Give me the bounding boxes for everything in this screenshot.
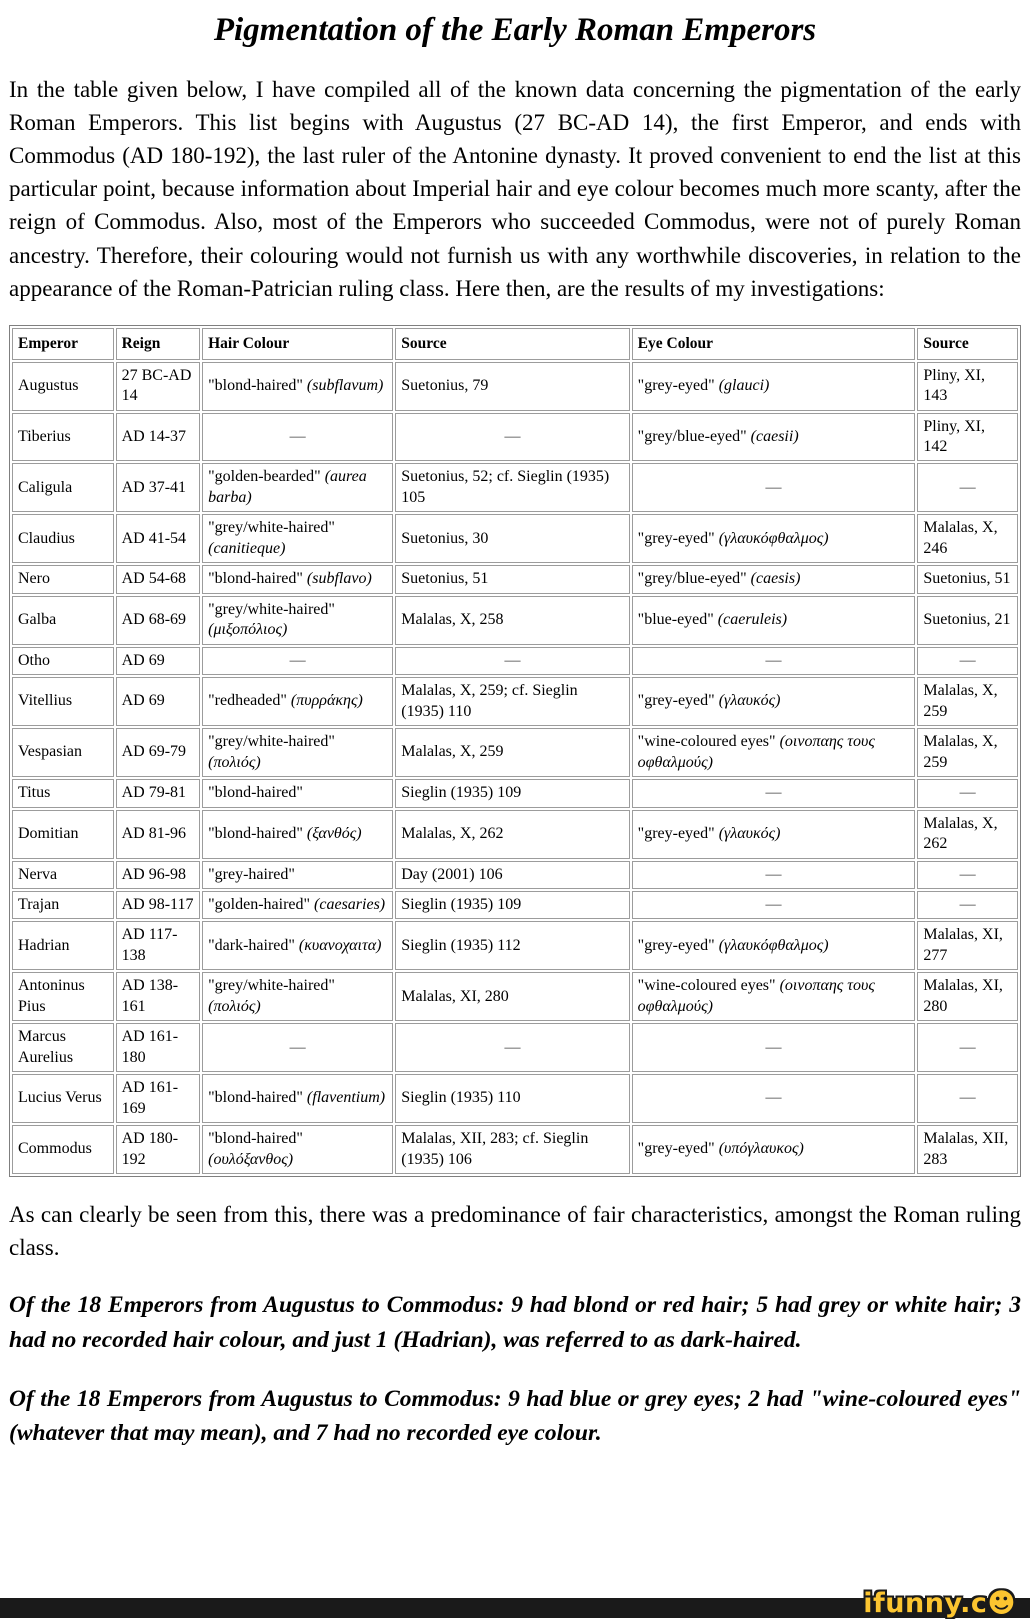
hair-colour-cell-term: (πολιός) bbox=[208, 753, 261, 771]
table-row bbox=[12, 1074, 1018, 1123]
hair-colour-cell bbox=[202, 362, 393, 411]
table-row bbox=[12, 413, 1018, 462]
hair-source-cell: Sieglin (1935) 109 bbox=[395, 779, 629, 807]
hair-source-cell: — bbox=[395, 413, 629, 462]
hair-colour-cell-term: (πολιός) bbox=[208, 997, 261, 1015]
hair-colour-cell bbox=[202, 728, 393, 777]
hair-colour-cell-term: (μιξοπόλιος) bbox=[208, 621, 288, 639]
table-row bbox=[12, 921, 1018, 970]
hair-source-cell: — bbox=[395, 647, 629, 675]
eye-source-cell: Malalas, XI, 277 bbox=[917, 921, 1018, 970]
eye-source-cell: Malalas, X, 259 bbox=[917, 677, 1018, 726]
hair-colour-cell bbox=[202, 1074, 393, 1123]
table-row bbox=[12, 677, 1018, 726]
eye-colour-cell: — bbox=[632, 1074, 916, 1123]
eye-colour-cell bbox=[632, 972, 916, 1021]
eye-source-cell: — bbox=[917, 1023, 1018, 1072]
eye-colour-cell-term: (οινοπαης τους οφθαλμούς) bbox=[637, 977, 875, 1015]
eye-colour-cell-label: "wine-coloured eyes" bbox=[637, 733, 776, 751]
reign-cell: AD 69 bbox=[116, 647, 201, 675]
eye-colour-cell-label: "grey-eyed" bbox=[637, 692, 715, 710]
emperor-cell: Trajan bbox=[12, 891, 114, 919]
reign-cell: AD 81-96 bbox=[116, 810, 201, 859]
eye-colour-cell-term: (γλαυκόφθαλμος) bbox=[718, 936, 829, 954]
eye-source-cell: Malalas, XI, 280 bbox=[917, 972, 1018, 1021]
eye-source-cell: Malalas, X, 259 bbox=[917, 728, 1018, 777]
table-row bbox=[12, 647, 1018, 675]
eye-colour-cell: — bbox=[632, 463, 916, 512]
table-row bbox=[12, 463, 1018, 512]
table-row bbox=[12, 861, 1018, 889]
eye-colour-cell-term: (οινοπαης τους οφθαλμούς) bbox=[637, 733, 875, 771]
hair-source-cell: Malalas, XI, 280 bbox=[395, 972, 629, 1021]
eye-colour-cell-label: "wine-coloured eyes" bbox=[637, 977, 776, 995]
intro-paragraph: In the table given below, I have compiled all of the known data concerning the pigmentation of the early Roman Emperors. This list begins with Augustus (27 BC-AD 14), the first Emperor, and ends with Commodus (AD 180-192), the last ruler of the Antonine dynasty. It proved convenient to end the list at this particular point, because information about Imperial hair and eye colour becomes much more scanty, after the reign of Commodus. Also, most of the Emperors who succeeded Commodus, were not of purely Roman ancestry. Therefore, their colouring would not furnish us with any worthwhile discoveries, in relation to the appearance of the Roman-Patrician ruling class. Here then, are the results of my investigations: bbox=[9, 77, 1021, 301]
smiley-icon: ☻ bbox=[987, 1588, 1016, 1619]
eye-colour-cell-label: "blue-eyed" bbox=[637, 611, 714, 629]
eye-colour-cell-term: (υπόγλαυκος) bbox=[718, 1140, 804, 1158]
table-row bbox=[12, 362, 1018, 411]
eye-colour-cell: — bbox=[632, 891, 916, 919]
emperor-table-body bbox=[12, 362, 1018, 1175]
eye-colour-cell-term: (γλαυκόφθαλμος) bbox=[718, 529, 829, 547]
reign-cell: AD 69-79 bbox=[116, 728, 201, 777]
column-header-eye-colour: Eye Colour bbox=[632, 328, 916, 360]
hair-colour-cell bbox=[202, 677, 393, 726]
hair-colour-cell-label: "grey-haired" bbox=[208, 865, 295, 883]
column-header-reign: Reign bbox=[116, 328, 201, 360]
emperor-cell: Galba bbox=[12, 596, 114, 645]
hair-source-cell: Day (2001) 106 bbox=[395, 861, 629, 889]
eye-colour-cell-term: (glauci) bbox=[718, 376, 770, 394]
eye-source-cell: Pliny, XI, 142 bbox=[917, 413, 1018, 462]
reign-cell: AD 37-41 bbox=[116, 463, 201, 512]
hair-colour-cell-term: (πυρράκης) bbox=[290, 692, 363, 710]
eye-colour-cell bbox=[632, 728, 916, 777]
emperor-cell: Augustus bbox=[12, 362, 114, 411]
hair-colour-cell-term: (subflavum) bbox=[306, 376, 384, 394]
eye-colour-cell-label: "grey-eyed" bbox=[637, 824, 715, 842]
eye-colour-cell: — bbox=[632, 1023, 916, 1072]
hair-colour-cell-label: "golden-haired" bbox=[208, 895, 311, 913]
reign-cell: AD 79-81 bbox=[116, 779, 201, 807]
eye-colour-cell-term: (caeruleis) bbox=[717, 611, 788, 629]
hair-colour-cell bbox=[202, 972, 393, 1021]
hair-source-cell: Sieglin (1935) 109 bbox=[395, 891, 629, 919]
hair-source-cell: Suetonius, 51 bbox=[395, 565, 629, 593]
hair-source-cell: Malalas, X, 258 bbox=[395, 596, 629, 645]
reign-cell: AD 161-180 bbox=[116, 1023, 201, 1072]
hair-colour-cell-label: "blond-haired" bbox=[208, 376, 303, 394]
eye-summary-paragraph: Of the 18 Emperors from Augustus to Commodus: 9 had blue or grey eyes; 2 had "wine-coloured eyes" (whatever that may mean), and 7 had no recorded eye colour. bbox=[9, 1385, 1021, 1447]
hair-colour-cell: — bbox=[202, 413, 393, 462]
emperor-cell: Tiberius bbox=[12, 413, 114, 462]
reign-cell: AD 161-169 bbox=[116, 1074, 201, 1123]
reign-cell: AD 117-138 bbox=[116, 921, 201, 970]
eye-colour-cell-term: (γλαυκός) bbox=[718, 692, 781, 710]
reign-cell: AD 14-37 bbox=[116, 413, 201, 462]
eye-source-cell: Suetonius, 51 bbox=[917, 565, 1018, 593]
hair-summary-paragraph: Of the 18 Emperors from Augustus to Commodus: 9 had blond or red hair; 5 had grey or white hair; 3 had no recorded hair colour, and just 1 (Hadrian), was referred to as dark-haired. bbox=[9, 1292, 1021, 1353]
hair-source-cell: Malalas, X, 262 bbox=[395, 810, 629, 859]
hair-colour-cell: — bbox=[202, 1023, 393, 1072]
hair-colour-cell-label: "grey/white-haired" bbox=[208, 519, 335, 537]
table-header-row bbox=[12, 328, 1018, 360]
table-row bbox=[12, 891, 1018, 919]
emperor-cell: Caligula bbox=[12, 463, 114, 512]
hair-colour-cell bbox=[202, 891, 393, 919]
column-header-source: Source bbox=[917, 328, 1018, 360]
hair-colour-cell-label: "grey/white-haired" bbox=[208, 977, 335, 995]
eye-colour-cell: — bbox=[632, 647, 916, 675]
eye-colour-cell bbox=[632, 413, 916, 462]
eye-colour-cell bbox=[632, 1125, 916, 1174]
hair-colour-cell-label: "blond-haired" bbox=[208, 1130, 303, 1148]
ifunny-watermark bbox=[863, 1588, 1016, 1619]
emperor-cell: Lucius Verus bbox=[12, 1074, 114, 1123]
emperor-cell: Antoninus Pius bbox=[12, 972, 114, 1021]
table-row bbox=[12, 1125, 1018, 1174]
emperor-cell: Vespasian bbox=[12, 728, 114, 777]
hair-colour-cell-term: (canitieque) bbox=[208, 539, 286, 557]
hair-colour-cell-term: (subflavo) bbox=[306, 570, 372, 588]
hair-source-cell: Suetonius, 52; cf. Sieglin (1935) 105 bbox=[395, 463, 629, 512]
hair-colour-cell bbox=[202, 1125, 393, 1174]
hair-colour-cell bbox=[202, 861, 393, 889]
hair-colour-cell bbox=[202, 463, 393, 512]
eye-colour-cell bbox=[632, 596, 916, 645]
eye-source-cell: Malalas, XII, 283 bbox=[917, 1125, 1018, 1174]
hair-colour-cell-label: "blond-haired" bbox=[208, 784, 303, 802]
table-row bbox=[12, 779, 1018, 807]
eye-colour-cell: — bbox=[632, 779, 916, 807]
hair-colour-cell-term: (ουλόξανθος) bbox=[208, 1150, 294, 1168]
eye-colour-cell bbox=[632, 677, 916, 726]
closing-paragraph: As can clearly be seen from this, there was a predominance of fair characteristics, amongst the Roman ruling class. bbox=[9, 1202, 1021, 1260]
hair-colour-cell-label: "dark-haired" bbox=[208, 936, 295, 954]
hair-source-cell: Malalas, X, 259 bbox=[395, 728, 629, 777]
eye-colour-cell-term: (caesis) bbox=[750, 570, 801, 588]
reign-cell: AD 98-117 bbox=[116, 891, 201, 919]
eye-colour-cell bbox=[632, 565, 916, 593]
table-row bbox=[12, 1023, 1018, 1072]
emperor-cell: Vitellius bbox=[12, 677, 114, 726]
emperor-cell: Titus bbox=[12, 779, 114, 807]
table-row bbox=[12, 728, 1018, 777]
eye-colour-cell-term: (γλαυκός) bbox=[718, 824, 781, 842]
hair-colour-cell-label: "redheaded" bbox=[208, 692, 287, 710]
hair-source-cell: Suetonius, 30 bbox=[395, 514, 629, 563]
emperor-cell: Otho bbox=[12, 647, 114, 675]
hair-colour-cell bbox=[202, 565, 393, 593]
eye-source-cell: — bbox=[917, 647, 1018, 675]
eye-colour-cell-label: "grey/blue-eyed" bbox=[637, 427, 747, 445]
reign-cell: AD 96-98 bbox=[116, 861, 201, 889]
eye-colour-cell-label: "grey-eyed" bbox=[637, 936, 715, 954]
emperor-cell: Nerva bbox=[12, 861, 114, 889]
hair-source-cell: Suetonius, 79 bbox=[395, 362, 629, 411]
reign-cell: AD 138-161 bbox=[116, 972, 201, 1021]
ifunny-watermark-text: ifunny.c bbox=[863, 1588, 988, 1619]
emperor-cell: Nero bbox=[12, 565, 114, 593]
reign-cell: AD 54-68 bbox=[116, 565, 201, 593]
hair-colour-cell-label: "grey/white-haired" bbox=[208, 733, 335, 751]
eye-colour-cell: — bbox=[632, 861, 916, 889]
column-header-hair-colour: Hair Colour bbox=[202, 328, 393, 360]
eye-source-cell: — bbox=[917, 861, 1018, 889]
reign-cell: AD 41-54 bbox=[116, 514, 201, 563]
pigmentation-table bbox=[9, 325, 1021, 1177]
hair-colour-cell-label: "blond-haired" bbox=[208, 824, 303, 842]
eye-colour-cell bbox=[632, 362, 916, 411]
reign-cell: 27 BC-AD 14 bbox=[116, 362, 201, 411]
hair-colour-cell bbox=[202, 596, 393, 645]
hair-colour-cell-term: (κυανοχαιτα) bbox=[298, 936, 382, 954]
hair-colour-cell: — bbox=[202, 647, 393, 675]
eye-colour-cell bbox=[632, 514, 916, 563]
hair-colour-cell-term: (ξανθός) bbox=[306, 824, 362, 842]
table-row bbox=[12, 596, 1018, 645]
hair-colour-cell-label: "blond-haired" bbox=[208, 1089, 303, 1107]
eye-source-cell: Suetonius, 21 bbox=[917, 596, 1018, 645]
eye-colour-cell-label: "grey-eyed" bbox=[637, 529, 715, 547]
table-row bbox=[12, 514, 1018, 563]
eye-colour-cell bbox=[632, 810, 916, 859]
eye-source-cell: Malalas, X, 262 bbox=[917, 810, 1018, 859]
emperor-cell: Marcus Aurelius bbox=[12, 1023, 114, 1072]
hair-colour-cell-term: (aurea barba) bbox=[208, 468, 367, 506]
eye-source-cell: — bbox=[917, 1074, 1018, 1123]
table-row bbox=[12, 565, 1018, 593]
reign-cell: AD 180-192 bbox=[116, 1125, 201, 1174]
eye-colour-cell-label: "grey/blue-eyed" bbox=[637, 570, 747, 588]
emperor-cell: Domitian bbox=[12, 810, 114, 859]
eye-colour-cell-label: "grey-eyed" bbox=[637, 1140, 715, 1158]
eye-source-cell: Malalas, X, 246 bbox=[917, 514, 1018, 563]
eye-colour-cell bbox=[632, 921, 916, 970]
hair-colour-cell bbox=[202, 779, 393, 807]
reign-cell: AD 69 bbox=[116, 677, 201, 726]
hair-colour-cell-label: "grey/white-haired" bbox=[208, 600, 335, 618]
hair-source-cell: Sieglin (1935) 110 bbox=[395, 1074, 629, 1123]
hair-colour-cell-term: (caesaries) bbox=[314, 895, 386, 913]
eye-source-cell: Pliny, XI, 143 bbox=[917, 362, 1018, 411]
hair-colour-cell-label: "blond-haired" bbox=[208, 570, 303, 588]
hair-source-cell: Sieglin (1935) 112 bbox=[395, 921, 629, 970]
hair-colour-cell-label: "golden-bearded" bbox=[208, 468, 321, 486]
emperor-cell: Commodus bbox=[12, 1125, 114, 1174]
reign-cell: AD 68-69 bbox=[116, 596, 201, 645]
page-title: Pigmentation of the Early Roman Emperors bbox=[213, 12, 817, 48]
hair-colour-cell bbox=[202, 921, 393, 970]
eye-source-cell: — bbox=[917, 779, 1018, 807]
eye-colour-cell-label: "grey-eyed" bbox=[637, 376, 715, 394]
eye-source-cell: — bbox=[917, 891, 1018, 919]
hair-source-cell: — bbox=[395, 1023, 629, 1072]
hair-colour-cell bbox=[202, 810, 393, 859]
hair-source-cell: Malalas, X, 259; cf. Sieglin (1935) 110 bbox=[395, 677, 629, 726]
hair-colour-cell-term: (flaventium) bbox=[306, 1089, 386, 1107]
emperor-cell: Hadrian bbox=[12, 921, 114, 970]
eye-source-cell: — bbox=[917, 463, 1018, 512]
table-row bbox=[12, 810, 1018, 859]
eye-colour-cell-term: (caesii) bbox=[750, 427, 799, 445]
table-row bbox=[12, 972, 1018, 1021]
hair-source-cell: Malalas, XII, 283; cf. Sieglin (1935) 106 bbox=[395, 1125, 629, 1174]
column-header-emperor: Emperor bbox=[12, 328, 114, 360]
column-header-source: Source bbox=[395, 328, 629, 360]
emperor-cell: Claudius bbox=[12, 514, 114, 563]
hair-colour-cell bbox=[202, 514, 393, 563]
